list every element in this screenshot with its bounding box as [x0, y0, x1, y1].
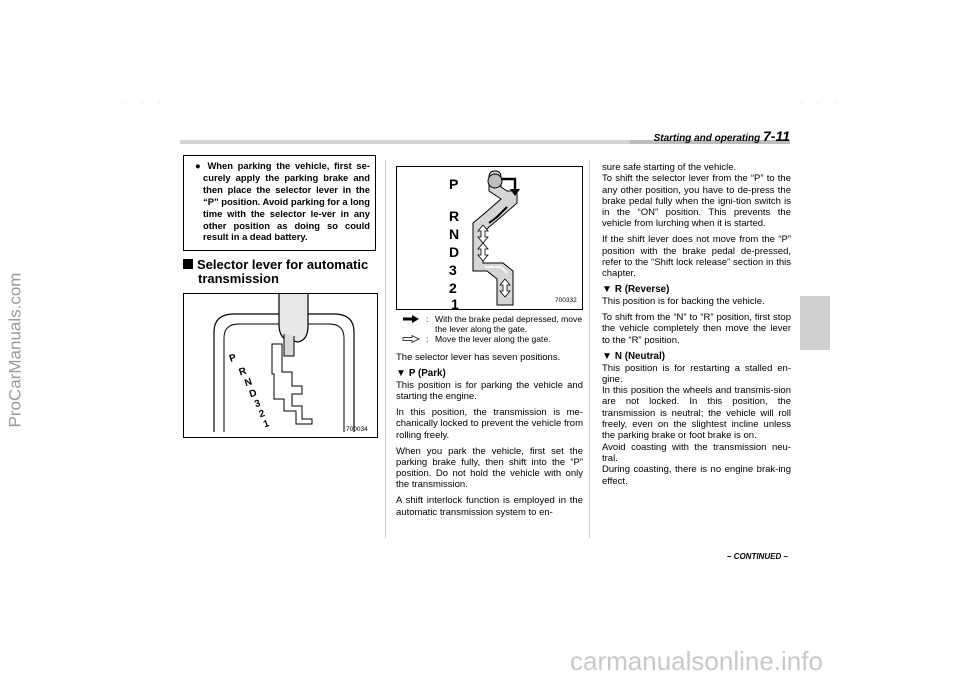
triangle-bullet-icon: ▼: [602, 284, 612, 296]
legend-text: With the brake pedal depressed, move the lever along the gate.: [435, 314, 583, 334]
continued-label: – CONTINUED –: [727, 552, 788, 561]
gate-label-3: 3: [253, 398, 262, 411]
triangle-bullet-icon: ▼: [396, 367, 406, 379]
section-title-line2: transmission: [198, 271, 279, 286]
column-3-text: [602, 162, 791, 491]
gate-label-1: 1: [451, 296, 459, 309]
side-watermark-text: ProCarManuals.com: [5, 272, 25, 428]
column-divider: [589, 160, 590, 538]
park-heading: [396, 368, 583, 380]
warning-box: [183, 155, 376, 251]
figure-code: 700034: [346, 426, 368, 433]
paragraph: A shift interlock function is employed in the automatic transmission system to en-: [396, 495, 583, 518]
paragraph: sure safe starting of the vehicle.: [602, 162, 737, 173]
paragraph: To shift from the “N” to “R” position, first stop the vehicle completely then move the lever to the “R” position.: [602, 312, 791, 346]
diagram-legend: [396, 314, 583, 344]
section-name: Starting and operating: [653, 133, 761, 144]
park-heading-text: P (Park): [408, 367, 446, 379]
legend-item: [396, 334, 583, 344]
paragraph: If the shift lever does not move from the “P” position with the brake pedal de-pressed, refer to the “Shift lock release” section in this chapter.: [602, 234, 791, 280]
neutral-heading-text: N (Neutral): [614, 350, 665, 362]
paragraph: This position is for backing the vehicle.: [602, 296, 765, 308]
paragraph: This position is for parking the vehicle and starting the engine.: [396, 379, 583, 403]
paragraph: During coasting, there is no engine brak-ing effect.: [602, 464, 791, 487]
gate-label-1: 1: [261, 418, 271, 431]
legend-text: Move the lever along the gate.: [435, 334, 551, 344]
crop-mark-top-left: · · ·: [124, 98, 167, 107]
paragraph: To shift the selector lever from the “P” to the any other position, you have to de-press the brake pedal fully when the igni-tion switch is in the “ON” position. This prevents the vehicle from lurching when it is started.: [602, 173, 791, 230]
crop-mark-top-right: · · ·: [800, 98, 843, 107]
column-divider: [385, 160, 386, 538]
paragraph: When you park the vehicle, first set the parking brake fully, then shift into the “P” position. Do not hold the vehicle with only the transmission.: [396, 445, 583, 491]
gate-label-n: N: [449, 226, 460, 242]
warning-text-body: When parking the vehicle, first se-curely apply the parking brake and then place the selector lever in the “P” position. Avoid parking for a long time with the selector le-ver in any other position as doing so could result in a dead battery.: [203, 160, 371, 243]
neutral-heading: [602, 351, 791, 363]
gate-label-d: D: [449, 244, 460, 260]
gate-label-p: P: [449, 176, 459, 192]
column-2-text: [396, 352, 583, 523]
gate-label-d: D: [247, 387, 259, 401]
gate-label-n: N: [243, 376, 254, 390]
legend-colon: :: [426, 314, 429, 324]
gate-label-2: 2: [257, 408, 267, 421]
figure-code: 700332: [555, 297, 577, 304]
header-rule: [180, 140, 630, 144]
gate-label-2: 2: [449, 280, 457, 296]
selector-lever-illustration: [183, 293, 378, 438]
shift-gate-drawing: [397, 167, 582, 309]
gate-label-r: R: [237, 365, 248, 379]
reverse-heading: [602, 284, 791, 296]
paragraph: This position is for restarting a stalled en-gine.: [602, 362, 791, 385]
square-bullet-icon: [183, 259, 193, 269]
running-head: [654, 128, 790, 144]
gate-label-r: R: [449, 208, 460, 224]
warning-text: [191, 160, 370, 243]
section-title-line1: Selector lever for automatic: [197, 257, 369, 272]
reverse-heading-text: R (Reverse): [614, 284, 670, 296]
side-watermark: [4, 200, 26, 500]
triangle-bullet-icon: ▼: [602, 350, 612, 362]
legend-colon: :: [426, 334, 429, 344]
section-title: [183, 258, 378, 286]
filled-arrow-icon: [396, 314, 426, 324]
bottom-watermark: carmanualsonline.info: [570, 646, 823, 676]
paragraph: Avoid coasting with the transmission neu-tral.: [602, 441, 791, 464]
intro-paragraph: The selector lever has seven positions.: [396, 352, 561, 363]
paragraph: In this position, the transmission is me-chanically locked to prevent the vehicle from rolling freely.: [396, 407, 583, 441]
chapter-tab: [800, 296, 830, 350]
paragraph: In this position the wheels and transmis-sion are not locked. In this position, the transmission is neutral; the vehicle will roll freely, even on the slightest incline unless the parking brake or foot brake is on.: [602, 385, 791, 442]
page-number: 7-11: [763, 128, 790, 144]
bullet-icon: ●: [195, 160, 208, 171]
outline-arrow-icon: [396, 334, 426, 344]
legend-item: [396, 314, 583, 334]
selector-lever-drawing: [184, 294, 377, 437]
gate-label-3: 3: [449, 262, 457, 278]
shift-gate-diagram: [396, 166, 583, 310]
gate-label-p: P: [228, 352, 238, 365]
